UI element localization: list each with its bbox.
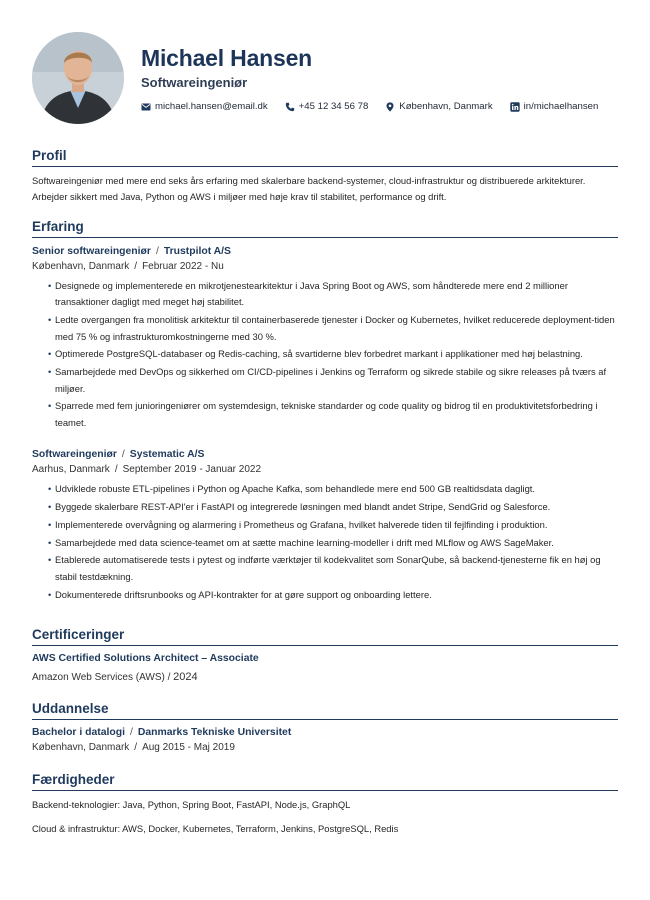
email-text: michael.hansen@email.dk [155, 101, 268, 112]
job-period: Februar 2022 - Nu [142, 261, 224, 272]
job-bullets [48, 278, 618, 431]
contact-phone[interactable] [285, 100, 369, 114]
experience-section [32, 218, 618, 604]
skills-section [32, 771, 618, 836]
education-location: København, Danmark [32, 742, 130, 753]
skill-line-backend: Backend-teknologier: Java, Python, Spring Boot, FastAPI, Node.js, GraphQL [32, 799, 351, 810]
cert-meta [32, 669, 618, 686]
bullet-item: • Ledte overgangen fra monolitisk arkitektur til containerbaserede tjenester i Docker og Kubernetes, hvilket reducerede deployment-tiden med 75 % og infrastrukturomkostningerne med 30 %. [48, 312, 618, 345]
candidate-name: Michael Hansen [141, 45, 313, 71]
contact-row [141, 100, 621, 114]
experience-heading: Erfaring [32, 218, 618, 238]
job-role: Senior softwareingeniør [32, 246, 151, 257]
job-location: København, Danmark [32, 261, 130, 272]
job-role: Softwareingeniør [32, 449, 117, 461]
education-title-line: Bachelor i datalogi / Danmarks Tekniske Universitet [32, 727, 292, 738]
bullet-item: • Etablerede automatiserede tests i pytest og indførte værktøjer til kodekvalitet som SonarQube, så backend-tjenesterne fik en høj og stabil testdækning. [48, 552, 618, 585]
profile-section [32, 147, 618, 205]
contact-location [385, 100, 492, 114]
bullet-item: • Byggede skalerbare REST-API'er i FastAPI og integrerede løsningen med blandt andet Stripe, SendGrid og Salesforce. [48, 499, 618, 515]
job-title-line: Softwareingeniør / Systematic A/S [32, 449, 205, 461]
profile-text: Softwareingeniør med mere end seks års erfaring med skalerbare backend-systemer, cloud-infrastruktur og distribuerede arkitekturer. Arbejder sikkert med Java, Python og AWS i miljøer med høje krav til stabilitet, performance og drift. [32, 175, 586, 202]
linkedin-icon [510, 102, 520, 112]
education-period: Aug 2015 - Maj 2019 [142, 742, 235, 753]
education-degree: Bachelor i datalogi [32, 727, 125, 738]
cert-issuer: Amazon Web Services (AWS) / [32, 672, 171, 683]
profile-heading: Profil [32, 147, 618, 167]
resume-page [32, 32, 618, 834]
job-period: September 2019 - Januar 2022 [122, 464, 262, 476]
job-entry [32, 447, 618, 603]
skills-heading: Færdigheder [32, 771, 618, 791]
skill-line-cloud: Cloud & infrastruktur: AWS, Docker, Kubernetes, Terraform, Jenkins, PostgreSQL, Redis [32, 823, 399, 834]
phone-text: +45 12 34 56 78 [298, 101, 369, 112]
certifications-section [32, 626, 618, 686]
education-school: Danmarks Tekniske Universitet [137, 727, 292, 738]
education-meta-line: København, Danmark / Aug 2015 - Maj 2019 [32, 742, 235, 753]
linkedin-text: in/michaelhansen [523, 101, 599, 112]
phone-icon [285, 102, 295, 112]
job-bullets [48, 481, 618, 603]
job-entry [32, 244, 618, 431]
job-company: Systematic A/S [129, 449, 205, 461]
bullet-item: • Dokumenterede driftsrunbooks og API-kontrakter for at gøre support og onboarding lettere. [48, 587, 618, 603]
candidate-title: Softwareingeniør [141, 75, 248, 90]
profile-photo [32, 32, 124, 124]
cert-year: 2024 [173, 671, 198, 683]
resume-header [32, 32, 618, 124]
bullet-item: • Implementerede overvågning og alarmering i Prometheus og Grafana, hvilket halverede tiden til fejlfinding i produktion. [48, 517, 618, 533]
contact-linkedin[interactable] [510, 100, 599, 114]
header-text [141, 44, 621, 114]
job-location: Aarhus, Danmark [32, 464, 110, 476]
job-company: Trustpilot A/S [163, 246, 231, 257]
envelope-icon [141, 102, 151, 112]
certifications-heading: Certificeringer [32, 626, 618, 646]
bullet-item: • Sparrede med fem junioringeniører om systemdesign, tekniske standarder og code quality og bidrog til en produktivitetsforbedring i teamet. [48, 398, 618, 431]
job-meta-line: Aarhus, Danmark / September 2019 - Januar 2022 [32, 464, 262, 476]
education-heading: Uddannelse [32, 700, 618, 720]
bullet-item: • Samarbejdede med data science-teamet om at sætte machine learning-modeller i drift med MLflow og AWS SageMaker. [48, 535, 618, 551]
bullet-item: • Optimerede PostgreSQL-databaser og Redis-caching, så svartiderne blev forbedret markant i applikationer med høj belastning. [48, 346, 618, 362]
bullet-item: • Designede og implementerede en mikrotjenestearkitektur i Java Spring Boot og AWS, som håndterede mere end 2 millioner transaktioner dagligt med meget høj stabilitet. [48, 278, 618, 311]
bullet-item: • Udviklede robuste ETL-pipelines i Python og Apache Kafka, som behandlede mere end 500 GB realtidsdata dagligt. [48, 481, 618, 497]
bullet-item: • Samarbejdede med DevOps og sikkerhed om CI/CD-pipelines i Jenkins og Terraform og sikrede stabile og sikre releases på tværs af miljøer. [48, 364, 618, 397]
cert-name: AWS Certified Solutions Architect – Associate [32, 653, 259, 664]
job-meta-line: København, Danmark / Februar 2022 - Nu [32, 261, 224, 272]
location-text: København, Danmark [399, 101, 493, 112]
contact-email[interactable] [141, 100, 268, 114]
location-pin-icon [385, 102, 395, 112]
job-title-line: Senior softwareingeniør / Trustpilot A/S [32, 246, 231, 257]
education-section [32, 700, 618, 755]
